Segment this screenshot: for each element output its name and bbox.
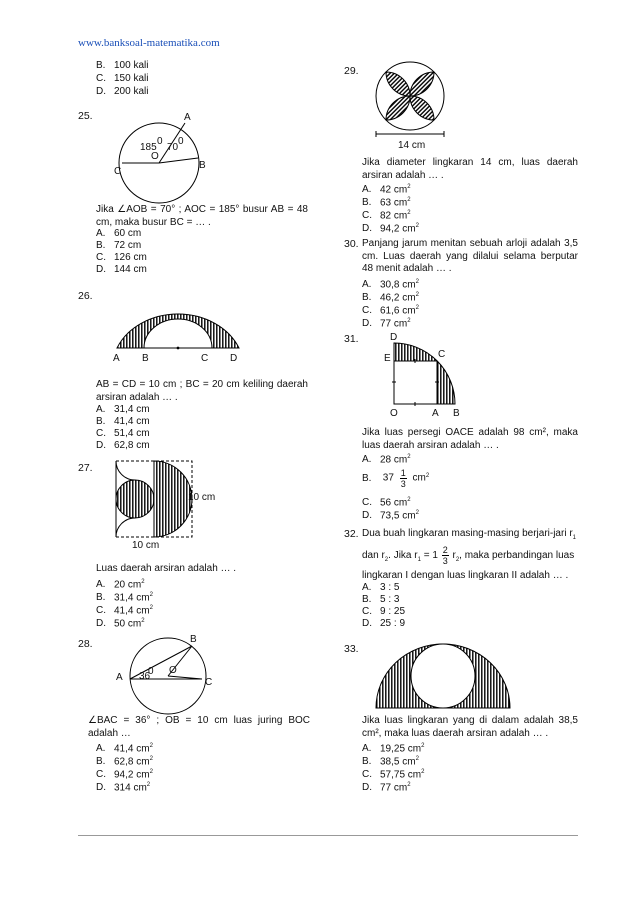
shaded-ring: [117, 314, 239, 348]
option-a: A. 42 $cm^2$: [362, 184, 411, 196]
option-b: B. 41,4 cm: [96, 416, 150, 427]
option-c: C. 56 $cm^2$: [362, 497, 411, 509]
q29-number: 29.: [344, 65, 359, 77]
option-a: A. 41,4 $cm^2$: [96, 743, 153, 755]
q30-number: 30.: [344, 238, 359, 250]
label-b: B: [142, 353, 149, 364]
deg-185: 0: [157, 136, 163, 147]
q31-quarter-circle-diagram: [380, 328, 470, 418]
q31-text: Jika luas persegi OACE adalah 98 cm², maka luas daerah arsiran adalah … .: [362, 427, 578, 451]
option-d: D. 73,5 $cm^2$: [362, 510, 419, 522]
option-c: C. 57,75 $cm^2$: [362, 769, 425, 781]
option-a: A. 3 : 5: [362, 582, 400, 593]
q28-text: ∠BAC = 36° ; OB = 10 cm luas juring BOC adalah …: [88, 715, 310, 739]
option-d: D. 144 cm: [96, 264, 147, 275]
option-b: B. 100 kali: [96, 60, 149, 71]
label-b: B: [453, 408, 460, 418]
option-b: B. 38,5 $cm^2$: [362, 756, 419, 768]
q26-semicircle-diagram: [108, 285, 248, 365]
option-d: D. 200 kali: [96, 86, 149, 97]
q25-text: Jika ∠AOB = 70° ; AOC = 185° busur AB = 48 cm, maka busur BC = … .: [96, 204, 308, 228]
label-c: C: [114, 166, 122, 177]
option-d: D. 25 : 9: [362, 618, 406, 629]
option-a: A. 19,25 $cm^2$: [362, 743, 425, 755]
option-b: B. 5 : 3: [362, 594, 400, 605]
label-b: B: [190, 634, 197, 645]
q31-number: 31.: [344, 333, 359, 345]
option-d: D. 94,2 $cm^2$: [362, 223, 419, 235]
label-e: E: [384, 353, 391, 364]
q29-text: Jika diameter lingkaran 14 cm, luas daerah arsiran adalah … .: [362, 157, 578, 181]
option-b: B. 31,4 $cm^2$: [96, 592, 153, 604]
q25-circle-diagram: [100, 108, 220, 208]
q26-number: 26.: [78, 290, 93, 302]
deg-36: 0: [148, 666, 154, 677]
label-b: B: [199, 160, 206, 171]
radius-ob: [159, 158, 198, 163]
angle-36: 36: [139, 671, 151, 682]
option-b: B. 46,2 $cm^2$: [362, 292, 419, 304]
label-o: O: [169, 665, 177, 676]
shaded-half-circle: [154, 461, 192, 537]
label-c: C: [201, 353, 209, 364]
label-o: O: [151, 151, 159, 162]
q33-number: 33.: [344, 643, 359, 655]
square-oace: [394, 361, 437, 404]
option-a: A. 20 $cm^2$: [96, 579, 145, 591]
option-d: D. 50 $cm^2$: [96, 618, 145, 630]
option-a: A. 60 cm: [96, 228, 142, 239]
shaded-left-shape: [116, 480, 154, 518]
label-a: A: [432, 408, 439, 418]
label-d: D: [230, 353, 238, 364]
option-d: D. 77 $cm^2$: [362, 782, 411, 794]
angle-185: 185: [140, 142, 157, 153]
option-c: C. 9 : 25: [362, 606, 406, 617]
q33-text: Jika luas lingkaran yang di dalam adalah 38,5 cm², maka luas daerah arsiran adalah … .: [362, 715, 578, 739]
q32-line2: dan $r_2$. Jika $r_1 = 1$ $\frac{2}{3}$ $r_2$, maka perbandingan luas: [362, 545, 575, 566]
q28-number: 28.: [78, 638, 93, 650]
q27-square-diagram: [108, 456, 238, 551]
option-c: C. 150 kali: [96, 73, 149, 84]
option-b: B. 37 $\frac{1}{3}$ $cm^2$: [362, 468, 430, 489]
option-b: B. 62,8 $cm^2$: [96, 756, 153, 768]
q32-line1: Dua buah lingkaran masing-masing berjari-jari $r_1$: [362, 528, 576, 541]
label-a: A: [116, 672, 123, 683]
option-c: C. 41,4 $cm^2$: [96, 605, 153, 617]
option-a: A. 31,4 cm: [96, 404, 150, 415]
option-c: C. 126 cm: [96, 252, 147, 263]
label-diameter: 14 cm: [398, 140, 426, 151]
option-b: B. 72 cm: [96, 240, 142, 251]
q25-number: 25.: [78, 110, 93, 122]
option-d: D. 314 $cm^2$: [96, 782, 151, 794]
option-a: A. 28 $cm^2$: [362, 454, 411, 466]
q32-line3: lingkaran I dengan luas lingkaran II adalah … .: [362, 570, 569, 581]
q30-text: Panjang jarum menitan sebuah arloji adalah 3,5 cm. Luas daerah yang dilalui selama berputar 48 menit adalah … .: [362, 238, 578, 274]
label-bottom: 10 cm: [132, 540, 160, 551]
option-d: D. 62,8 cm: [96, 440, 150, 451]
center-dot: [177, 347, 180, 350]
angle-70: 70: [167, 142, 179, 153]
label-d: D: [390, 332, 398, 343]
label-c: C: [438, 349, 446, 360]
q29-circle-diagram: [372, 52, 452, 152]
label-c: C: [205, 677, 213, 688]
label-a: A: [113, 353, 120, 364]
option-a: A. 30,8 $cm^2$: [362, 279, 419, 291]
option-d: D. 77 $cm^2$: [362, 318, 411, 330]
option-b: B. 63 $cm^2$: [362, 197, 411, 209]
header-url[interactable]: www.banksoal-matematika.com: [78, 37, 220, 49]
q32-number: 32.: [344, 528, 359, 540]
inner-circle: [411, 644, 475, 708]
q27-text: Luas daerah arsiran adalah … .: [96, 563, 237, 574]
option-c: C. 82 $cm^2$: [362, 210, 411, 222]
q26-text: AB = CD = 10 cm ; BC = 20 cm keliling daerah arsiran adalah … .: [96, 379, 308, 403]
option-c: C. 94,2 $cm^2$: [96, 769, 153, 781]
q28-circle-diagram: [108, 630, 223, 715]
shaded-star: [386, 72, 434, 120]
option-c: C. 61,6 $cm^2$: [362, 305, 419, 317]
q33-semicircle-diagram: [370, 640, 515, 712]
footer-divider: [78, 835, 578, 836]
q27-number: 27.: [78, 462, 93, 474]
deg-70: 0: [178, 136, 184, 147]
option-c: C. 51,4 cm: [96, 428, 150, 439]
label-side: 10 cm: [188, 492, 216, 503]
label-a: A: [184, 112, 191, 123]
label-o: O: [390, 408, 398, 418]
